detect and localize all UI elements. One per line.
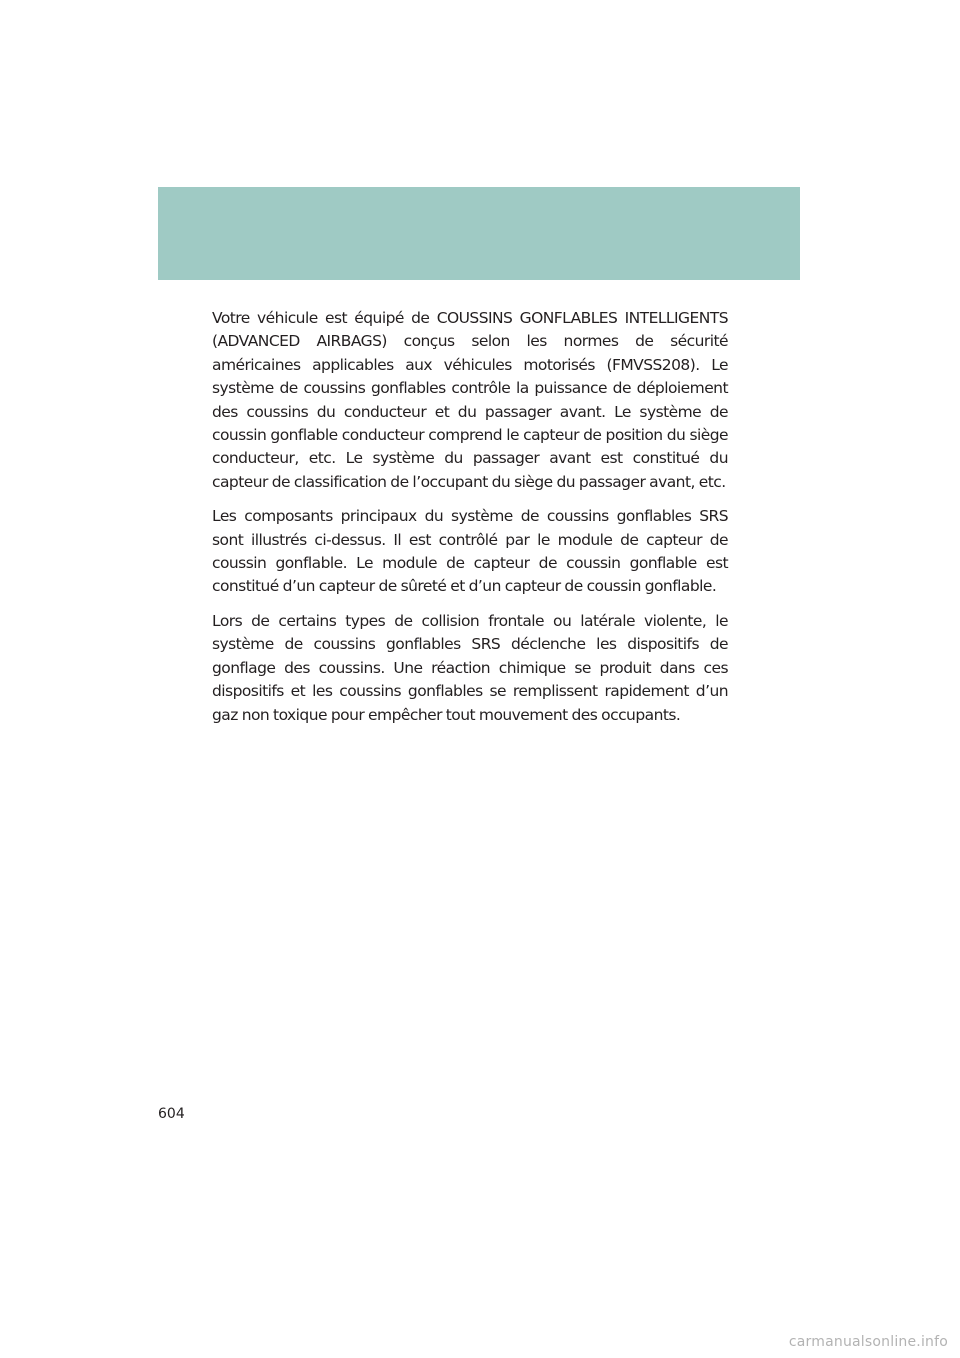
watermark: carmanualsonline.info bbox=[788, 1334, 948, 1350]
header-band bbox=[158, 187, 800, 280]
paragraph-components: Les composants principaux du système de coussins gonflables SRS sont illustrés ci-dessus. Il est contrôlé par le module de capteur de coussin gonflable. Le module de capteur de coussin gonflable est constitué d’un capteur de sûreté et d’un capteur de coussin gonflable. bbox=[212, 507, 728, 596]
paragraph-deployment: Lors de certains types de collision frontale ou latérale violente, le système de coussins gonflables SRS déclenche les dispositifs de gonflage des coussins. Une réaction chimique se produit dans ces dispositifs et les coussins gonflables se remplissent rapidement d’un gaz non toxique pour empêcher tout mouvement des occupants. bbox=[212, 611, 728, 724]
body-text bbox=[212, 307, 728, 738]
paragraph-intro: Votre véhicule est équipé de COUSSINS GONFLABLES INTELLIGENTS (ADVANCED AIRBAGS) conçus selon les normes de sécurité américaines applicables aux véhicules motorisés (FMVSS208). Le système de coussins gonflables contrôle la puissance de déploiement des coussins du conducteur et du passager avant. Le système de coussin gonflable conducteur comprend le capteur de position du siège conducteur, etc. Le système du passager avant est constitué du capteur de classification de l’occupant du siège du passager avant, etc. bbox=[212, 309, 728, 491]
page-number: 604 bbox=[158, 1106, 185, 1122]
